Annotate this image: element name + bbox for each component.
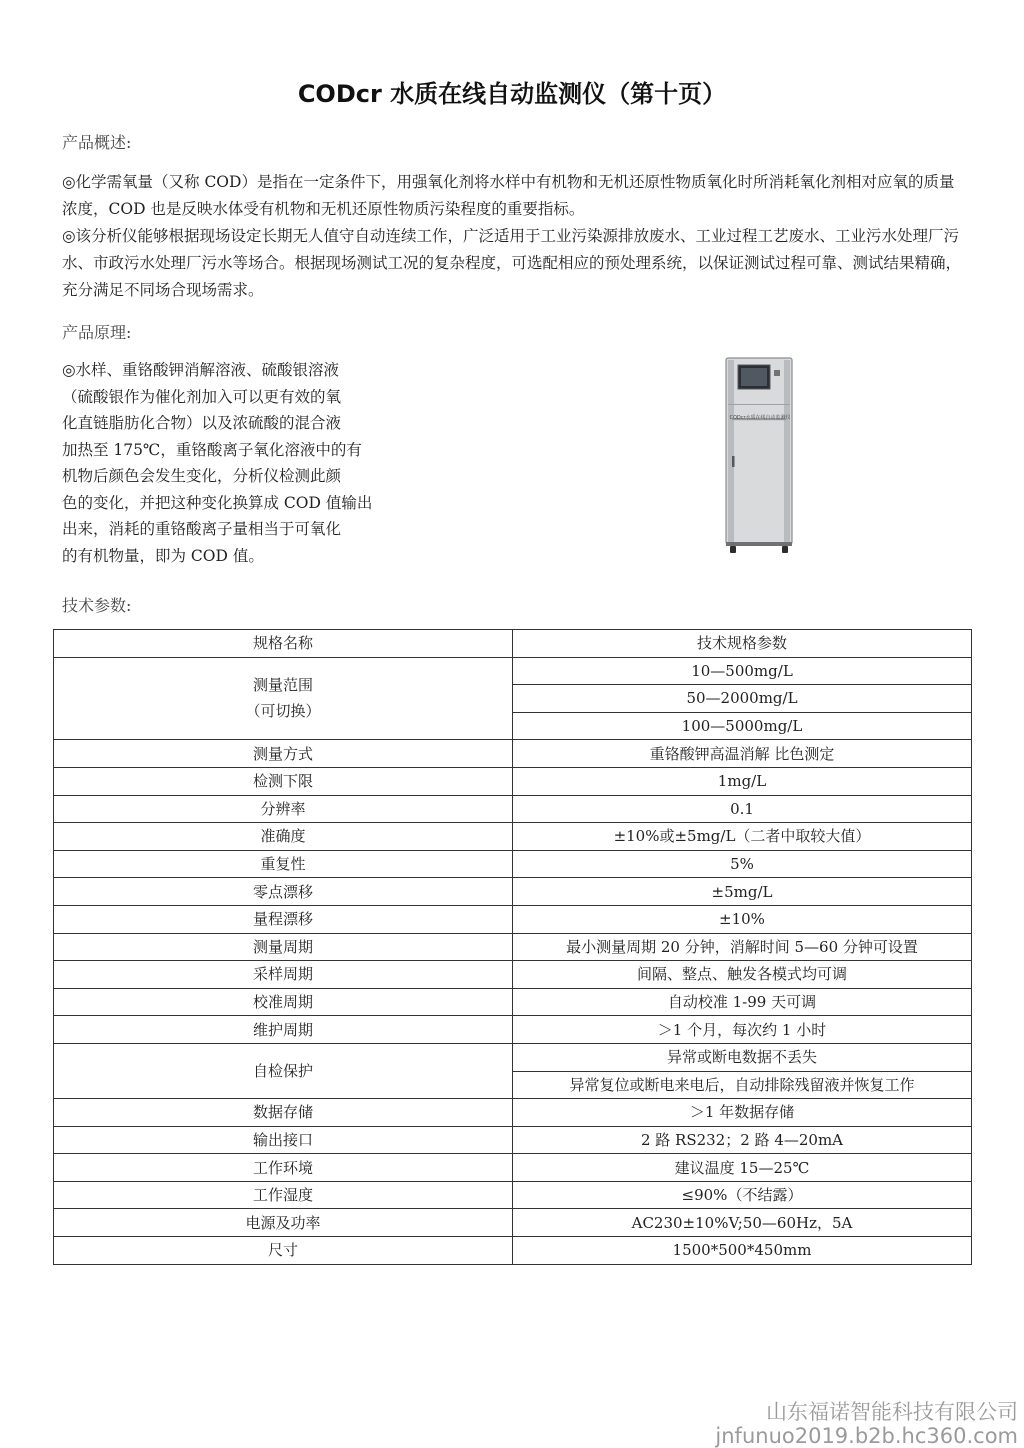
spec-value: 5% bbox=[513, 850, 972, 878]
spec-name: 重复性 bbox=[54, 850, 513, 878]
selfcheck-value: 异常复位或断电来电后，自动排除残留液并恢复工作 bbox=[513, 1071, 972, 1099]
table-row bbox=[54, 795, 972, 823]
spec-name: 维护周期 bbox=[54, 1016, 513, 1044]
spec-value: 0.1 bbox=[513, 795, 972, 823]
table-row bbox=[54, 988, 972, 1016]
table-row bbox=[54, 933, 972, 961]
analyzer-cabinet-image bbox=[724, 356, 794, 554]
principle-line: 的有机物量，即为 COD 值。 bbox=[62, 546, 264, 565]
table-row bbox=[54, 1209, 972, 1237]
table-row bbox=[54, 905, 972, 933]
spec-name: 工作环境 bbox=[54, 1154, 513, 1182]
watermark bbox=[715, 1400, 1018, 1448]
watermark-company: 山东福诺智能科技有限公司 bbox=[766, 1400, 1018, 1424]
spec-name: 工作湿度 bbox=[54, 1181, 513, 1209]
spec-value: ＞1 个月，每次约 1 小时 bbox=[513, 1016, 972, 1044]
header-value: 技术规格参数 bbox=[513, 630, 972, 658]
spec-value: 重铬酸钾高温消解 比色测定 bbox=[513, 740, 972, 768]
cabinet-label: CODcr水质在线自动监测仪 bbox=[729, 415, 791, 421]
spec-value: ＞1 年数据存储 bbox=[513, 1099, 972, 1127]
spec-name: 分辨率 bbox=[54, 795, 513, 823]
spec-value: 间隔、整点、触发各模式均可调 bbox=[513, 961, 972, 989]
spec-value: ±10%或±5mg/L（二者中取较大值） bbox=[513, 823, 972, 851]
spec-name: 电源及功率 bbox=[54, 1209, 513, 1237]
table-row bbox=[54, 1099, 972, 1127]
principle-line: 色的变化，并把这种变化换算成 COD 值输出 bbox=[62, 493, 373, 512]
spec-name: 检测下限 bbox=[54, 767, 513, 795]
spec-value: ±10% bbox=[513, 905, 972, 933]
overview-paragraph-1: ◎化学需氧量（又称 COD）是指在一定条件下，用强氧化剂将水样中有机物和无机还原性物质氧化时所消耗氧化剂相对应氧的质量浓度，COD 也是反映水体受有机物和无机还原性物质污染程度的重要指标。 bbox=[62, 173, 955, 218]
spec-name: 测量方式 bbox=[54, 740, 513, 768]
spec-table bbox=[53, 629, 972, 1265]
spec-value: ±5mg/L bbox=[513, 878, 972, 906]
selfcheck-value: 异常或断电数据不丢失 bbox=[513, 1043, 972, 1071]
principle-label: 产品原理: bbox=[62, 323, 132, 342]
spec-name: 零点漂移 bbox=[54, 878, 513, 906]
overview-label: 产品概述: bbox=[62, 133, 132, 152]
table-row bbox=[54, 850, 972, 878]
spec-name: 准确度 bbox=[54, 823, 513, 851]
table-row bbox=[54, 740, 972, 768]
range-value: 100—5000mg/L bbox=[513, 712, 972, 740]
principle-line: ◎水样、重铬酸钾消解溶液、硫酸银溶液 bbox=[62, 361, 340, 379]
table-row bbox=[54, 1237, 972, 1265]
principle-line: 出来，消耗的重铬酸离子量相当于可氧化 bbox=[62, 520, 342, 538]
table-row bbox=[54, 657, 972, 685]
table-row bbox=[54, 1154, 972, 1182]
overview-paragraph-2: ◎该分析仪能够根据现场设定长期无人值守自动连续工作，广泛适用于工业污染源排放废水、工业过程工艺废水、工业污水处理厂污水、市政污水处理厂污水等场合。根据现场测试工况的复杂程度，可选配相应的预处理系统，以保证测试过程可靠、测试结果精确，充分满足不同场合现场需求。 bbox=[62, 227, 962, 299]
spec-value: 2 路 RS232；2 路 4—20mA bbox=[513, 1126, 972, 1154]
spec-name: 采样周期 bbox=[54, 961, 513, 989]
range-name-note: （可切换） bbox=[245, 702, 321, 721]
spec-name: 校准周期 bbox=[54, 988, 513, 1016]
table-row bbox=[54, 767, 972, 795]
spec-name: 尺寸 bbox=[54, 1237, 513, 1265]
table-row bbox=[54, 1043, 972, 1071]
header-name: 规格名称 bbox=[54, 630, 513, 658]
spec-value: 1500*500*450mm bbox=[513, 1237, 972, 1265]
page-title: CODcr 水质在线自动监测仪（第十页） bbox=[297, 80, 727, 108]
spec-name: 输出接口 bbox=[54, 1126, 513, 1154]
spec-name: 数据存储 bbox=[54, 1099, 513, 1127]
principle-text bbox=[62, 357, 422, 569]
spec-value: AC230±10%V;50—60Hz，5A bbox=[513, 1209, 972, 1237]
principle-line: （硫酸银作为催化剂加入可以更有效的氧 bbox=[62, 387, 342, 406]
watermark-url: jnfunuo2019.b2b.hc360.com bbox=[715, 1424, 1018, 1448]
range-name-cell bbox=[54, 657, 513, 740]
spec-value: 建议温度 15—25℃ bbox=[513, 1154, 972, 1182]
specs-label: 技术参数: bbox=[62, 596, 132, 615]
spec-value: 最小测量周期 20 分钟，消解时间 5—60 分钟可设置 bbox=[513, 933, 972, 961]
table-header-row bbox=[54, 630, 972, 658]
range-value: 50—2000mg/L bbox=[513, 685, 972, 713]
spec-value: 自动校准 1-99 天可调 bbox=[513, 988, 972, 1016]
spec-value: ≤90%（不结露） bbox=[513, 1181, 972, 1209]
table-row bbox=[54, 1126, 972, 1154]
range-value: 10—500mg/L bbox=[513, 657, 972, 685]
table-row bbox=[54, 878, 972, 906]
table-row bbox=[54, 961, 972, 989]
range-name: 测量范围 bbox=[252, 676, 313, 695]
spec-name: 量程漂移 bbox=[54, 905, 513, 933]
table-row bbox=[54, 1016, 972, 1044]
selfcheck-name: 自检保护 bbox=[54, 1043, 513, 1098]
principle-line: 化直链脂肪化合物）以及浓硫酸的混合液 bbox=[62, 414, 342, 432]
principle-line: 加热至 175℃，重铬酸离子氧化溶液中的有 bbox=[62, 440, 362, 459]
spec-value: 1mg/L bbox=[513, 767, 972, 795]
table-row bbox=[54, 1181, 972, 1209]
principle-line: 机物后颜色会发生变化，分析仪检测此颜 bbox=[62, 467, 342, 485]
table-row bbox=[54, 823, 972, 851]
spec-name: 测量周期 bbox=[54, 933, 513, 961]
